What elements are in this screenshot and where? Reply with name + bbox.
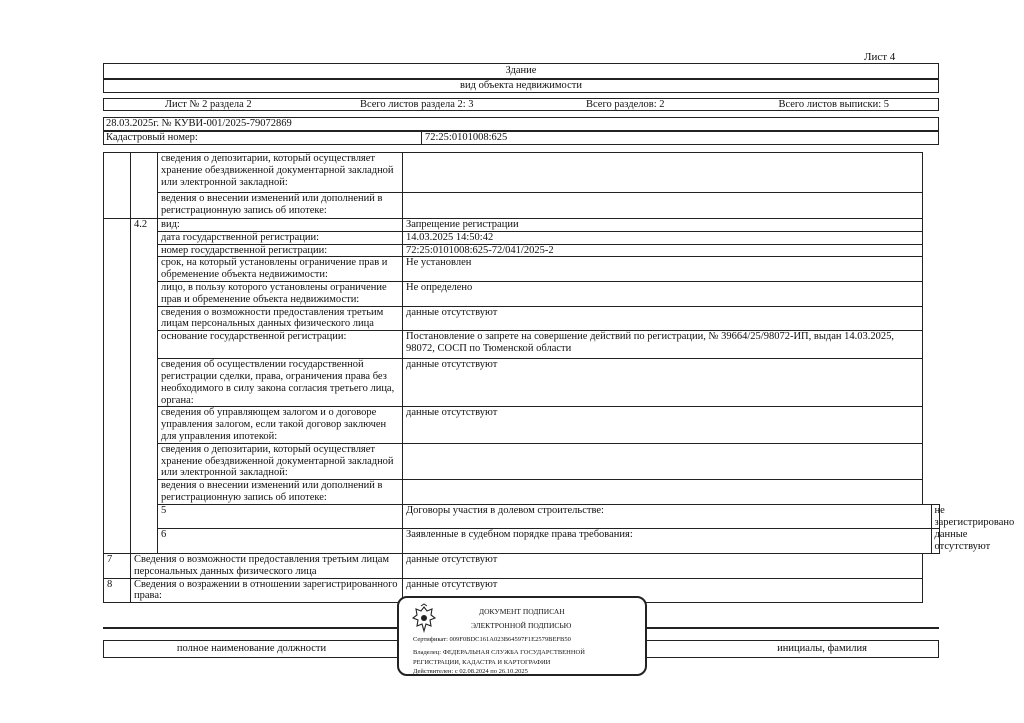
third-party-label: Сведения о возможности предоставления третьим лицам персональных данных физического лица bbox=[131, 553, 403, 578]
regnum-label: номер государственной регистрации: bbox=[158, 244, 403, 257]
row-number: 7 bbox=[104, 553, 131, 578]
consent-value: данные отсутствуют bbox=[403, 359, 923, 407]
date-label: дата государственной регистрации: bbox=[158, 231, 403, 244]
manager-value: данные отсутствуют bbox=[403, 407, 923, 443]
electronic-signature-stamp bbox=[397, 596, 647, 676]
objection-label: Сведения о возражении в отношении зарегистрированного права: bbox=[131, 578, 403, 603]
table-row bbox=[104, 443, 940, 479]
personal-data-label: сведения о возможности предоставления третьим лицам персональных данных физического лица bbox=[158, 306, 403, 331]
person-value: Не определено bbox=[403, 281, 923, 306]
shared-construction-value: не зарегистрировано bbox=[931, 504, 940, 529]
position-label: полное наименование должности bbox=[176, 643, 327, 654]
person-label: лицо, в пользу которого установлены ограничение прав и обременение объекта недвижимости: bbox=[158, 281, 403, 306]
table-row bbox=[104, 281, 940, 306]
cadastral-value: 72:25:0101008:625 bbox=[425, 132, 508, 143]
coat-of-arms-icon bbox=[411, 604, 437, 634]
stamp-validity: Действителен: с 02.08.2024 по 26.10.2025 bbox=[413, 668, 528, 675]
sheets-in-section: Всего листов раздела 2: 3 bbox=[359, 99, 474, 110]
total-sections: Всего разделов: 2 bbox=[586, 99, 665, 110]
claims-label: Заявленные в судебном порядке права требования: bbox=[403, 529, 932, 554]
table-row bbox=[104, 306, 940, 331]
kind-label: вид: bbox=[158, 219, 403, 232]
table-row bbox=[104, 359, 940, 407]
date-value: 14.03.2025 14:50:42 bbox=[403, 231, 923, 244]
basis-value: Постановление о запрете на совершение действий по регистрации, № 39664/25/98072-ИП, выдан 14.03.2025, 98072, СОСП по Тюменской области bbox=[403, 331, 923, 359]
personal-data-value: данные отсутствуют bbox=[403, 306, 923, 331]
stamp-owner-1: Владелец: ФЕДЕРАЛЬНАЯ СЛУЖБА ГОСУДАРСТВЕННОЙ bbox=[413, 649, 585, 656]
item-number: 4.2 bbox=[131, 219, 158, 554]
changes-label: ведения о внесении изменений или дополнений в регистрационную запись об ипотеке: bbox=[158, 193, 403, 219]
table-row bbox=[104, 244, 940, 257]
sheet-number: Лист 4 bbox=[864, 51, 896, 63]
basis-label: основание государственной регистрации: bbox=[158, 331, 403, 359]
regnum-value: 72:25:0101008:625-72/041/2025-2 bbox=[403, 244, 923, 257]
depositary-label: сведения о депозитарии, который осуществляет хранение обездвиженной документарной закладной или электронной закладной: bbox=[158, 443, 403, 479]
table-row bbox=[104, 219, 940, 232]
kind-value: Запрещение регистрации bbox=[403, 219, 923, 232]
stamp-title-2: ЭЛЕКТРОННОЙ ПОДПИСЬЮ bbox=[471, 621, 572, 630]
object-title: Здание bbox=[103, 63, 939, 79]
manager-label: сведения об управляющем залогом и о договоре управления залогом, если такой договор заключен для управления ипотекой: bbox=[158, 407, 403, 443]
table-row bbox=[104, 331, 940, 359]
cadastral-label: Кадастровый номер: bbox=[104, 132, 422, 144]
row-number: 8 bbox=[104, 578, 131, 603]
consent-label: сведения об осуществлении государственной регистрации сделки, права, ограничения права без необходимого в силу закона согласия третьего лица, органа: bbox=[158, 359, 403, 407]
objection-value: данные отсутствуют bbox=[403, 578, 923, 603]
object-kind: вид объекта недвижимости bbox=[103, 79, 939, 93]
third-party-value: данные отсутствуют bbox=[403, 553, 923, 578]
cadastral-row bbox=[103, 131, 939, 145]
changes-label: ведения о внесении изменений или дополнений в регистрационную запись об ипотеке: bbox=[158, 480, 403, 505]
row-number: 5 bbox=[158, 504, 403, 529]
shared-construction-label: Договоры участия в долевом строительстве: bbox=[403, 504, 932, 529]
claims-value: данные отсутствуют bbox=[931, 529, 940, 554]
table-row bbox=[104, 529, 940, 554]
term-value: Не установлен bbox=[403, 257, 923, 282]
table-row bbox=[104, 153, 940, 193]
table-row bbox=[104, 553, 940, 578]
table-row bbox=[104, 480, 940, 505]
table-row bbox=[104, 407, 940, 443]
initials-label: инициалы, фамилия bbox=[777, 643, 867, 654]
table-row bbox=[104, 231, 940, 244]
stamp-owner-2: РЕГИСТРАЦИИ, КАДАСТРА И КАРТОГРАФИИ bbox=[413, 659, 551, 666]
row-number: 6 bbox=[158, 529, 403, 554]
total-sheets: Всего листов выписки: 5 bbox=[778, 99, 890, 110]
depositary-label: сведения о депозитарии, который осуществляет хранение обездвиженной документарной закладной или электронной закладной: bbox=[158, 153, 403, 193]
table-row bbox=[104, 257, 940, 282]
term-label: срок, на который установлены ограничение прав и обременение объекта недвижимости: bbox=[158, 257, 403, 282]
stamp-title-1: ДОКУМЕНТ ПОДПИСАН bbox=[479, 607, 565, 616]
document-number: 28.03.2025г. № КУВИ-001/2025-79072869 bbox=[103, 117, 939, 131]
sheet-meta-row bbox=[103, 98, 939, 111]
sheet-section: Лист № 2 раздела 2 bbox=[164, 99, 252, 110]
table-row bbox=[104, 193, 940, 219]
table-row bbox=[104, 504, 940, 529]
stamp-certificate: Сертификат: 009F0BDC161A023B64597F1E2579BEFB50 bbox=[413, 636, 571, 643]
encumbrance-table bbox=[103, 152, 1015, 603]
